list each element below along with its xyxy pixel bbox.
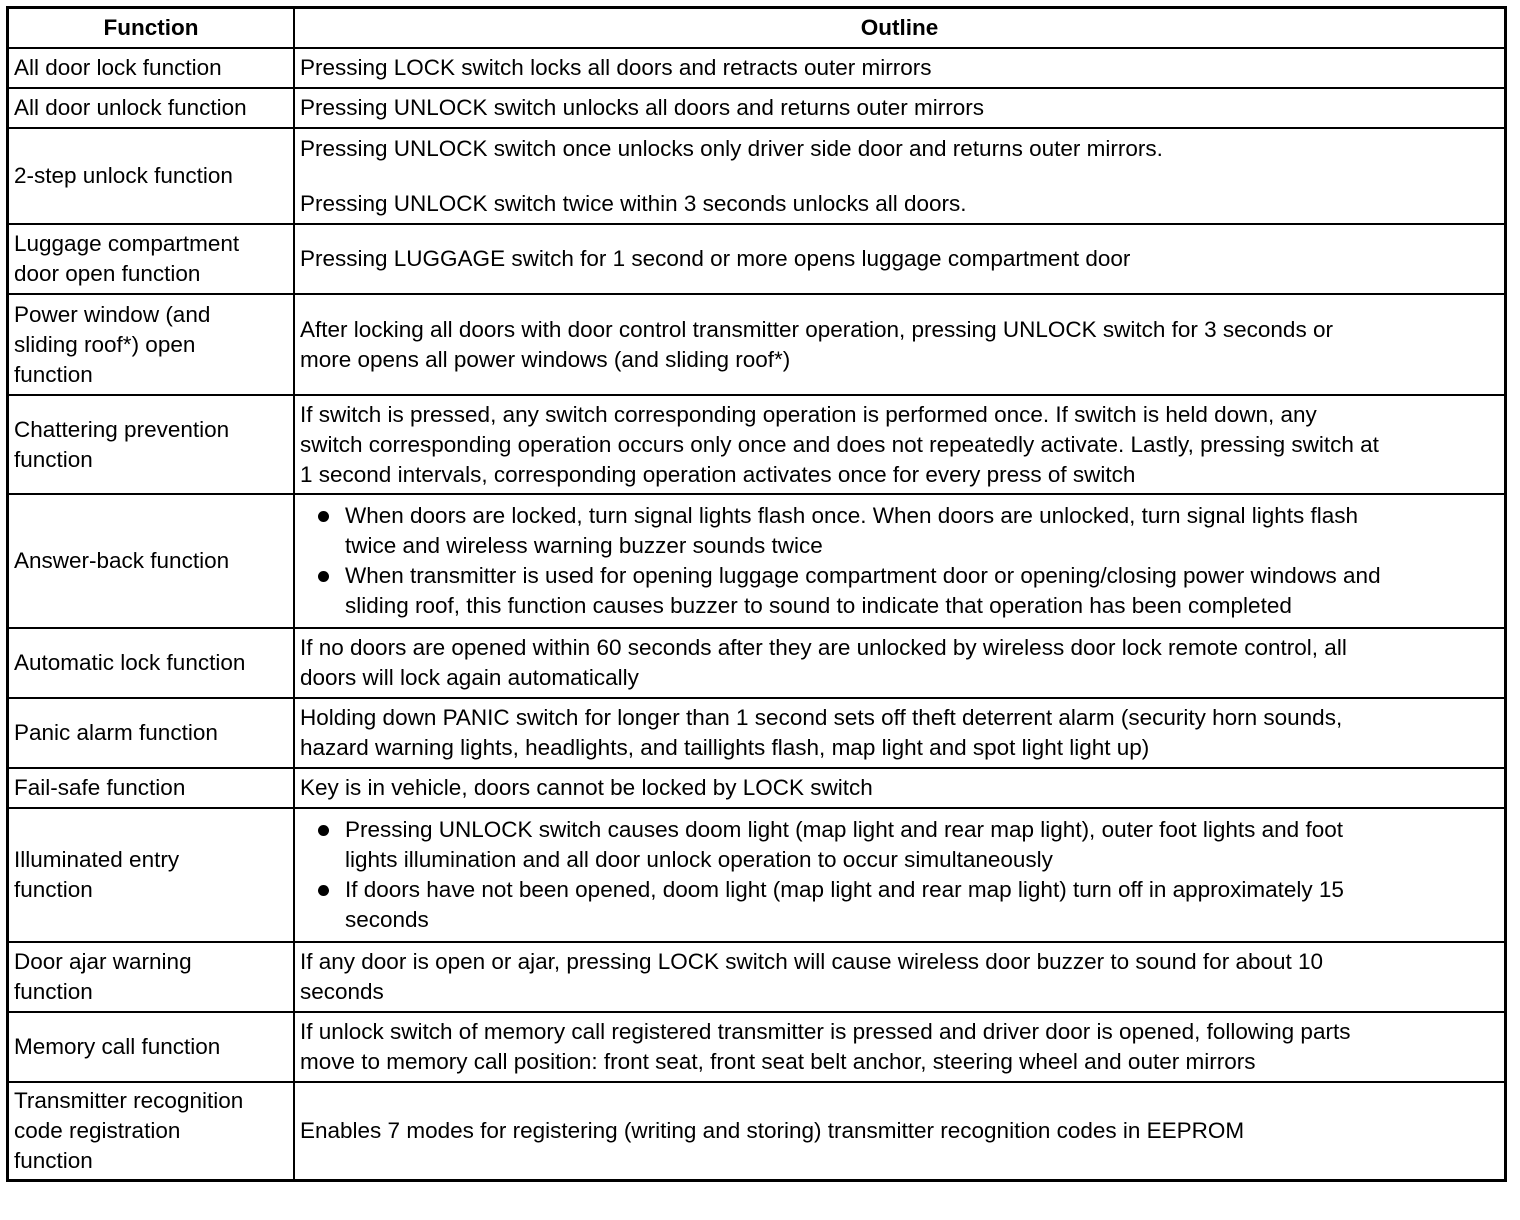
header-function: Function	[8, 8, 295, 49]
bullet-item	[300, 501, 1499, 561]
outline-cell	[294, 294, 1506, 395]
function-cell	[8, 942, 295, 1012]
function-outline-table	[6, 6, 1507, 1182]
function-cell	[8, 224, 295, 294]
outline-cell	[294, 808, 1506, 942]
outline-line: If any door is open or ajar, pressing LOCK switch will cause wireless door buzzer to sound for about 10	[300, 949, 1324, 974]
function-line: Illuminated entry	[14, 847, 180, 872]
outline-paragraph	[300, 53, 1499, 83]
outline-line: 1 second intervals, corresponding operation activates once for every press of switch	[300, 461, 1136, 487]
header-outline: Outline	[294, 8, 1506, 49]
outline-line: Pressing LOCK switch locks all doors and retracts outer mirrors	[300, 55, 932, 80]
function-cell	[8, 48, 295, 88]
table-row	[8, 48, 1506, 88]
function-cell	[8, 128, 295, 224]
function-cell	[8, 768, 295, 808]
outline-line: Key is in vehicle, doors cannot be locked by LOCK switch	[300, 775, 873, 800]
outline-paragraph	[300, 773, 1499, 803]
bullet-icon	[318, 571, 329, 582]
outline-line: When doors are locked, turn signal lights flash once. When doors are unlocked, turn signal lights flash	[345, 503, 1359, 528]
outline-cell	[294, 628, 1506, 698]
outline-paragraph	[300, 1017, 1499, 1077]
function-line: Panic alarm function	[14, 720, 218, 745]
function-cell	[8, 808, 295, 942]
outline-line: move to memory call position: front seat, front seat belt anchor, steering wheel and outer mirrors	[300, 1049, 1256, 1074]
table-row	[8, 768, 1506, 808]
outline-line: If doors have not been opened, doom light (map light and rear map light) turn off in approximately 15	[345, 877, 1344, 902]
outline-line: Pressing UNLOCK switch once unlocks only driver side door and returns outer mirrors.	[300, 135, 1163, 161]
function-line: Door ajar warning	[14, 949, 192, 974]
function-line: code registration	[14, 1117, 181, 1143]
function-line: All door unlock function	[14, 95, 247, 120]
outline-line: seconds	[300, 979, 384, 1004]
outline-line: seconds	[345, 907, 429, 932]
outline-cell	[294, 128, 1506, 224]
outline-cell	[294, 395, 1506, 494]
outline-cell	[294, 1012, 1506, 1082]
outline-paragraph	[300, 315, 1499, 375]
function-line: 2-step unlock function	[14, 163, 233, 188]
function-line: function	[14, 1147, 93, 1173]
function-line: function	[14, 877, 93, 902]
outline-line: more opens all power windows (and sliding roof*)	[300, 346, 791, 372]
outline-paragraph	[300, 633, 1499, 693]
function-line: function	[14, 361, 93, 387]
function-line: Transmitter recognition	[14, 1087, 244, 1113]
outline-line: Pressing UNLOCK switch twice within 3 seconds unlocks all doors.	[300, 190, 967, 216]
outline-line: Holding down PANIC switch for longer than 1 second sets off theft deterrent alarm (security horn sounds,	[300, 705, 1343, 730]
outline-line: Enables 7 modes for registering (writing and storing) transmitter recognition codes in EEPROM	[300, 1117, 1245, 1143]
outline-paragraph	[300, 93, 1499, 123]
outline-line: If no doors are opened within 60 seconds after they are unlocked by wireless door lock remote control, all	[300, 635, 1347, 660]
function-line: function	[14, 979, 93, 1004]
function-line: Luggage compartment	[14, 231, 240, 256]
outline-line: sliding roof, this function causes buzzer to sound to indicate that operation has been completed	[345, 593, 1292, 618]
outline-paragraph	[300, 947, 1499, 1007]
table-row	[8, 128, 1506, 224]
function-cell	[8, 494, 295, 628]
function-cell	[8, 395, 295, 494]
outline-line: When transmitter is used for opening luggage compartment door or opening/closing power windows and	[345, 563, 1381, 588]
table-row	[8, 88, 1506, 128]
table-row	[8, 494, 1506, 628]
function-cell	[8, 628, 295, 698]
function-cell	[8, 698, 295, 768]
function-cell	[8, 1082, 295, 1180]
outline-paragraph	[300, 189, 1499, 219]
table-row	[8, 808, 1506, 942]
outline-line: If switch is pressed, any switch corresponding operation is performed once. If switch is held down, any	[300, 401, 1317, 427]
outline-paragraph	[300, 134, 1499, 164]
outline-line: If unlock switch of memory call registered transmitter is pressed and driver door is opened, following parts	[300, 1019, 1351, 1044]
outline-line: Pressing UNLOCK switch unlocks all doors and returns outer mirrors	[300, 95, 984, 120]
table-row	[8, 698, 1506, 768]
table-row	[8, 942, 1506, 1012]
table-row	[8, 395, 1506, 494]
bullet-item	[300, 561, 1499, 621]
table-row	[8, 1082, 1506, 1180]
bullet-item	[300, 875, 1499, 935]
bullet-item	[300, 815, 1499, 875]
function-line: function	[14, 446, 93, 472]
outline-paragraph	[300, 1116, 1499, 1146]
function-line: All door lock function	[14, 55, 222, 80]
outline-line: doors will lock again automatically	[300, 665, 639, 690]
outline-paragraph	[300, 400, 1499, 490]
function-line: Memory call function	[14, 1034, 221, 1059]
table-row	[8, 1012, 1506, 1082]
table-row	[8, 224, 1506, 294]
outline-paragraph	[300, 703, 1499, 763]
bullet-icon	[318, 825, 329, 836]
function-line: Power window (and	[14, 301, 211, 327]
outline-cell	[294, 942, 1506, 1012]
outline-cell	[294, 48, 1506, 88]
function-line: Answer-back function	[14, 548, 230, 573]
outline-line: lights illumination and all door unlock operation to occur simultaneously	[345, 847, 1053, 872]
table-row	[8, 294, 1506, 395]
function-cell	[8, 88, 295, 128]
header-row	[8, 8, 1506, 49]
function-line: Fail-safe function	[14, 775, 186, 800]
outline-line: twice and wireless warning buzzer sounds twice	[345, 533, 823, 558]
bullet-icon	[318, 885, 329, 896]
function-line: Automatic lock function	[14, 650, 246, 675]
outline-cell	[294, 88, 1506, 128]
outline-line: After locking all doors with door control transmitter operation, pressing UNLOCK switch for 3 seconds or	[300, 316, 1333, 342]
outline-line: Pressing LUGGAGE switch for 1 second or more opens luggage compartment door	[300, 246, 1131, 271]
outline-paragraph	[300, 244, 1499, 274]
bullet-icon	[318, 511, 329, 522]
outline-cell	[294, 698, 1506, 768]
outline-line: hazard warning lights, headlights, and taillights flash, map light and spot light light up)	[300, 735, 1150, 760]
function-line: sliding roof*) open	[14, 331, 196, 357]
function-cell	[8, 1012, 295, 1082]
outline-line: Pressing UNLOCK switch causes doom light (map light and rear map light), outer foot lights and foot	[345, 817, 1343, 842]
function-line: Chattering prevention	[14, 416, 230, 442]
function-line: door open function	[14, 261, 201, 286]
outline-cell	[294, 494, 1506, 628]
table-row	[8, 628, 1506, 698]
function-cell	[8, 294, 295, 395]
outline-cell	[294, 768, 1506, 808]
outline-line: switch corresponding operation occurs only once and does not repeatedly activate. Lastly, pressing switch at	[300, 431, 1379, 457]
outline-cell	[294, 1082, 1506, 1180]
outline-cell	[294, 224, 1506, 294]
